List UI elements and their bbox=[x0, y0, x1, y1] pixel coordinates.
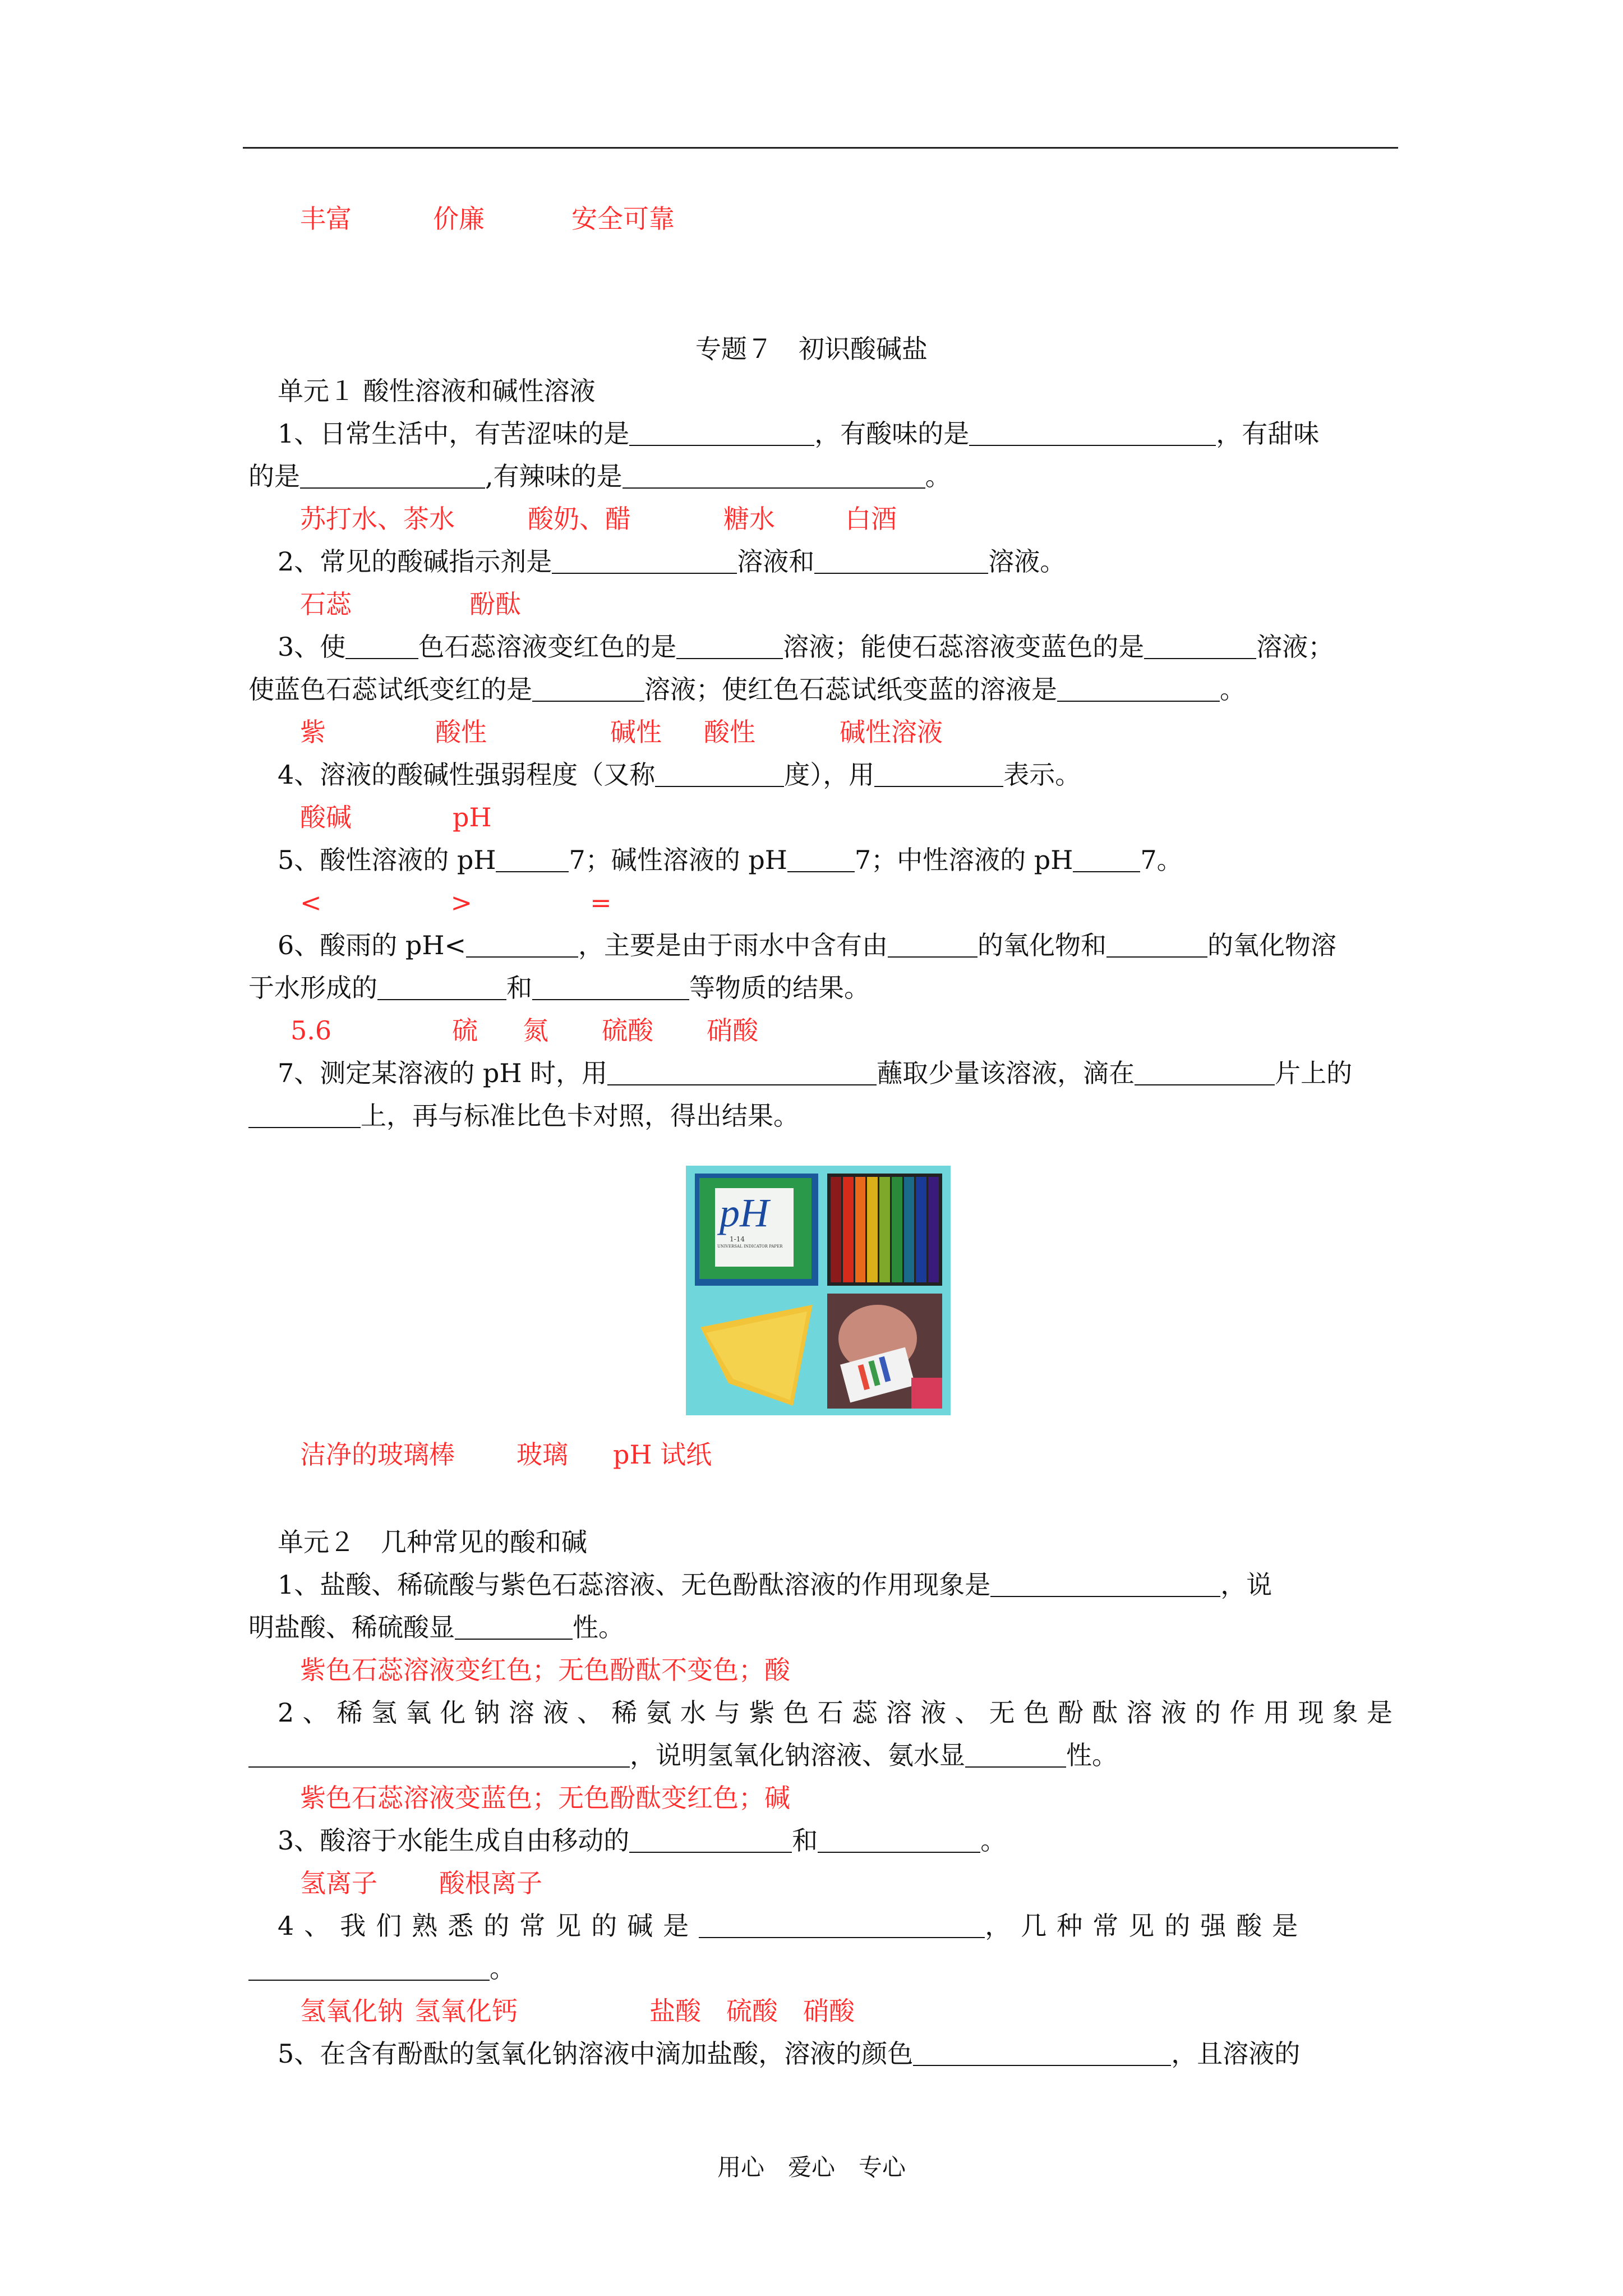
ph-color-strip bbox=[843, 1177, 854, 1282]
ph-paper-strips bbox=[695, 1294, 821, 1409]
question-6: 6、酸雨的 pH< ，主要是由于雨水中含有由 的氧化物和 的氧化物溶 bbox=[278, 930, 1336, 960]
question-3: 3、使 色石蕊溶液变红色的是 溶液；能使石蕊溶液变蓝色的是 溶液； bbox=[278, 632, 1334, 662]
question-1: 1、日常生活中，有苦涩味的是 ，有酸味的是 ，有甜味 bbox=[278, 418, 1320, 449]
answer-u2-3: 氢离子 酸根离子 bbox=[300, 1868, 542, 1898]
question-u2-3: 3、酸溶于水能生成自由移动的 和 。 bbox=[278, 1825, 1007, 1856]
answer-1: 苏打水、茶水 酸奶、醋 糖水 白酒 bbox=[300, 504, 897, 534]
question-2: 2、常见的酸碱指示剂是 溶液和 溶液。 bbox=[278, 546, 1066, 577]
question-5: 5、酸性溶液的 pH 7；碱性溶液的 pH 7；中性溶液的 pH 7。 bbox=[278, 845, 1183, 875]
answer-u2-1: 紫色石蕊溶液变红色；无色酚酞不变色；酸 bbox=[300, 1655, 790, 1685]
answer-5: < > = bbox=[300, 887, 612, 918]
ph-color-strip bbox=[928, 1177, 939, 1282]
ph-color-strip bbox=[867, 1177, 878, 1282]
answer-7: 洁净的玻璃棒 玻璃 pH 试纸 bbox=[300, 1439, 712, 1470]
unit1-heading: 单元１ 酸性溶液和碱性溶液 bbox=[278, 376, 596, 406]
header-rule bbox=[243, 147, 1398, 149]
answer-4: 酸碱 pH bbox=[300, 802, 492, 832]
question-6-cont: 于水形成的 和 等物质的结果。 bbox=[248, 973, 870, 1003]
ph-testing-photo bbox=[827, 1294, 942, 1409]
question-7: 7、测定某溶液的 pH 时，用 蘸取少量该溶液，滴在 片上的 bbox=[278, 1058, 1353, 1088]
answer: 丰富 bbox=[300, 204, 352, 234]
question-u2-4-cont: 。 bbox=[248, 1952, 1393, 1985]
ph-color-strip bbox=[904, 1177, 915, 1282]
ph-paper-photo bbox=[686, 1166, 951, 1415]
answer-u2-2: 紫色石蕊溶液变蓝色；无色酚酞变红色；碱 bbox=[300, 1783, 790, 1813]
question-u2-2-cont: ，说明氢氧化钠溶液、氨水显 性。 bbox=[248, 1738, 1393, 1772]
ph-color-chart bbox=[827, 1174, 942, 1286]
answer: 价廉 bbox=[433, 204, 485, 234]
unit2-heading: 单元２ 几种常见的酸和碱 bbox=[278, 1527, 587, 1557]
question-4: 4、溶液的酸碱性强弱程度（又称 度），用 表示。 bbox=[278, 760, 1081, 790]
ph-color-strip bbox=[879, 1177, 890, 1282]
answer-2: 石蕊 酚酞 bbox=[300, 589, 521, 619]
question-u2-4: 4、我们熟悉的常见的碱是 ，几种常见的强酸是 bbox=[278, 1911, 1308, 1941]
question-u2-5: 5、在含有酚酞的氢氧化钠溶液中滴加盐酸，溶液的颜色 ，且溶液的 bbox=[278, 2039, 1301, 2069]
question-u2-1-cont: 明盐酸、稀硫酸显 性。 bbox=[248, 1612, 624, 1642]
ph-box-range: 1-14 bbox=[730, 1235, 745, 1243]
answer-6: 5.6 硫 氮 硫酸 硝酸 bbox=[291, 1015, 759, 1046]
ph-box-label: pH bbox=[720, 1190, 769, 1235]
ph-color-strip bbox=[892, 1177, 902, 1282]
answer-3: 紫 酸性 碱性 酸性 碱性溶液 bbox=[300, 717, 943, 747]
ph-color-strip bbox=[831, 1177, 841, 1282]
question-3-cont: 使蓝色石蕊试纸变红的是 溶液；使红色石蕊试纸变蓝的溶液是 。 bbox=[248, 674, 1246, 705]
ph-color-strip bbox=[855, 1177, 866, 1282]
page-title: 专题７ 初识酸碱盐 bbox=[695, 334, 928, 364]
answer-line-top bbox=[248, 202, 1444, 236]
ph-box-subtitle: UNIVERSAL INDICATOR PAPER bbox=[717, 1244, 783, 1249]
question-u2-2: 2、稀氢氧化钠溶液、稀氨水与紫色石蕊溶液、无色酚酞溶液的作用现象是 bbox=[278, 1697, 1393, 1728]
ph-paper-box bbox=[695, 1174, 818, 1286]
question-u2-1: 1、盐酸、稀硫酸与紫色石蕊溶液、无色酚酞溶液的作用现象是 ，说 bbox=[278, 1570, 1272, 1600]
answer-u2-4: 氢氧化钠 氢氧化钙 盐酸 硫酸 硝酸 bbox=[300, 1996, 855, 2026]
question-1-cont: 的是 ,有辣味的是 。 bbox=[248, 461, 951, 491]
ph-color-strip bbox=[916, 1177, 926, 1282]
answer: 安全可靠 bbox=[571, 204, 675, 234]
question-7-cont: 上，再与标准比色卡对照，得出结果。 bbox=[248, 1099, 1393, 1133]
page-footer: 用心 爱心 专心 bbox=[717, 2154, 906, 2181]
